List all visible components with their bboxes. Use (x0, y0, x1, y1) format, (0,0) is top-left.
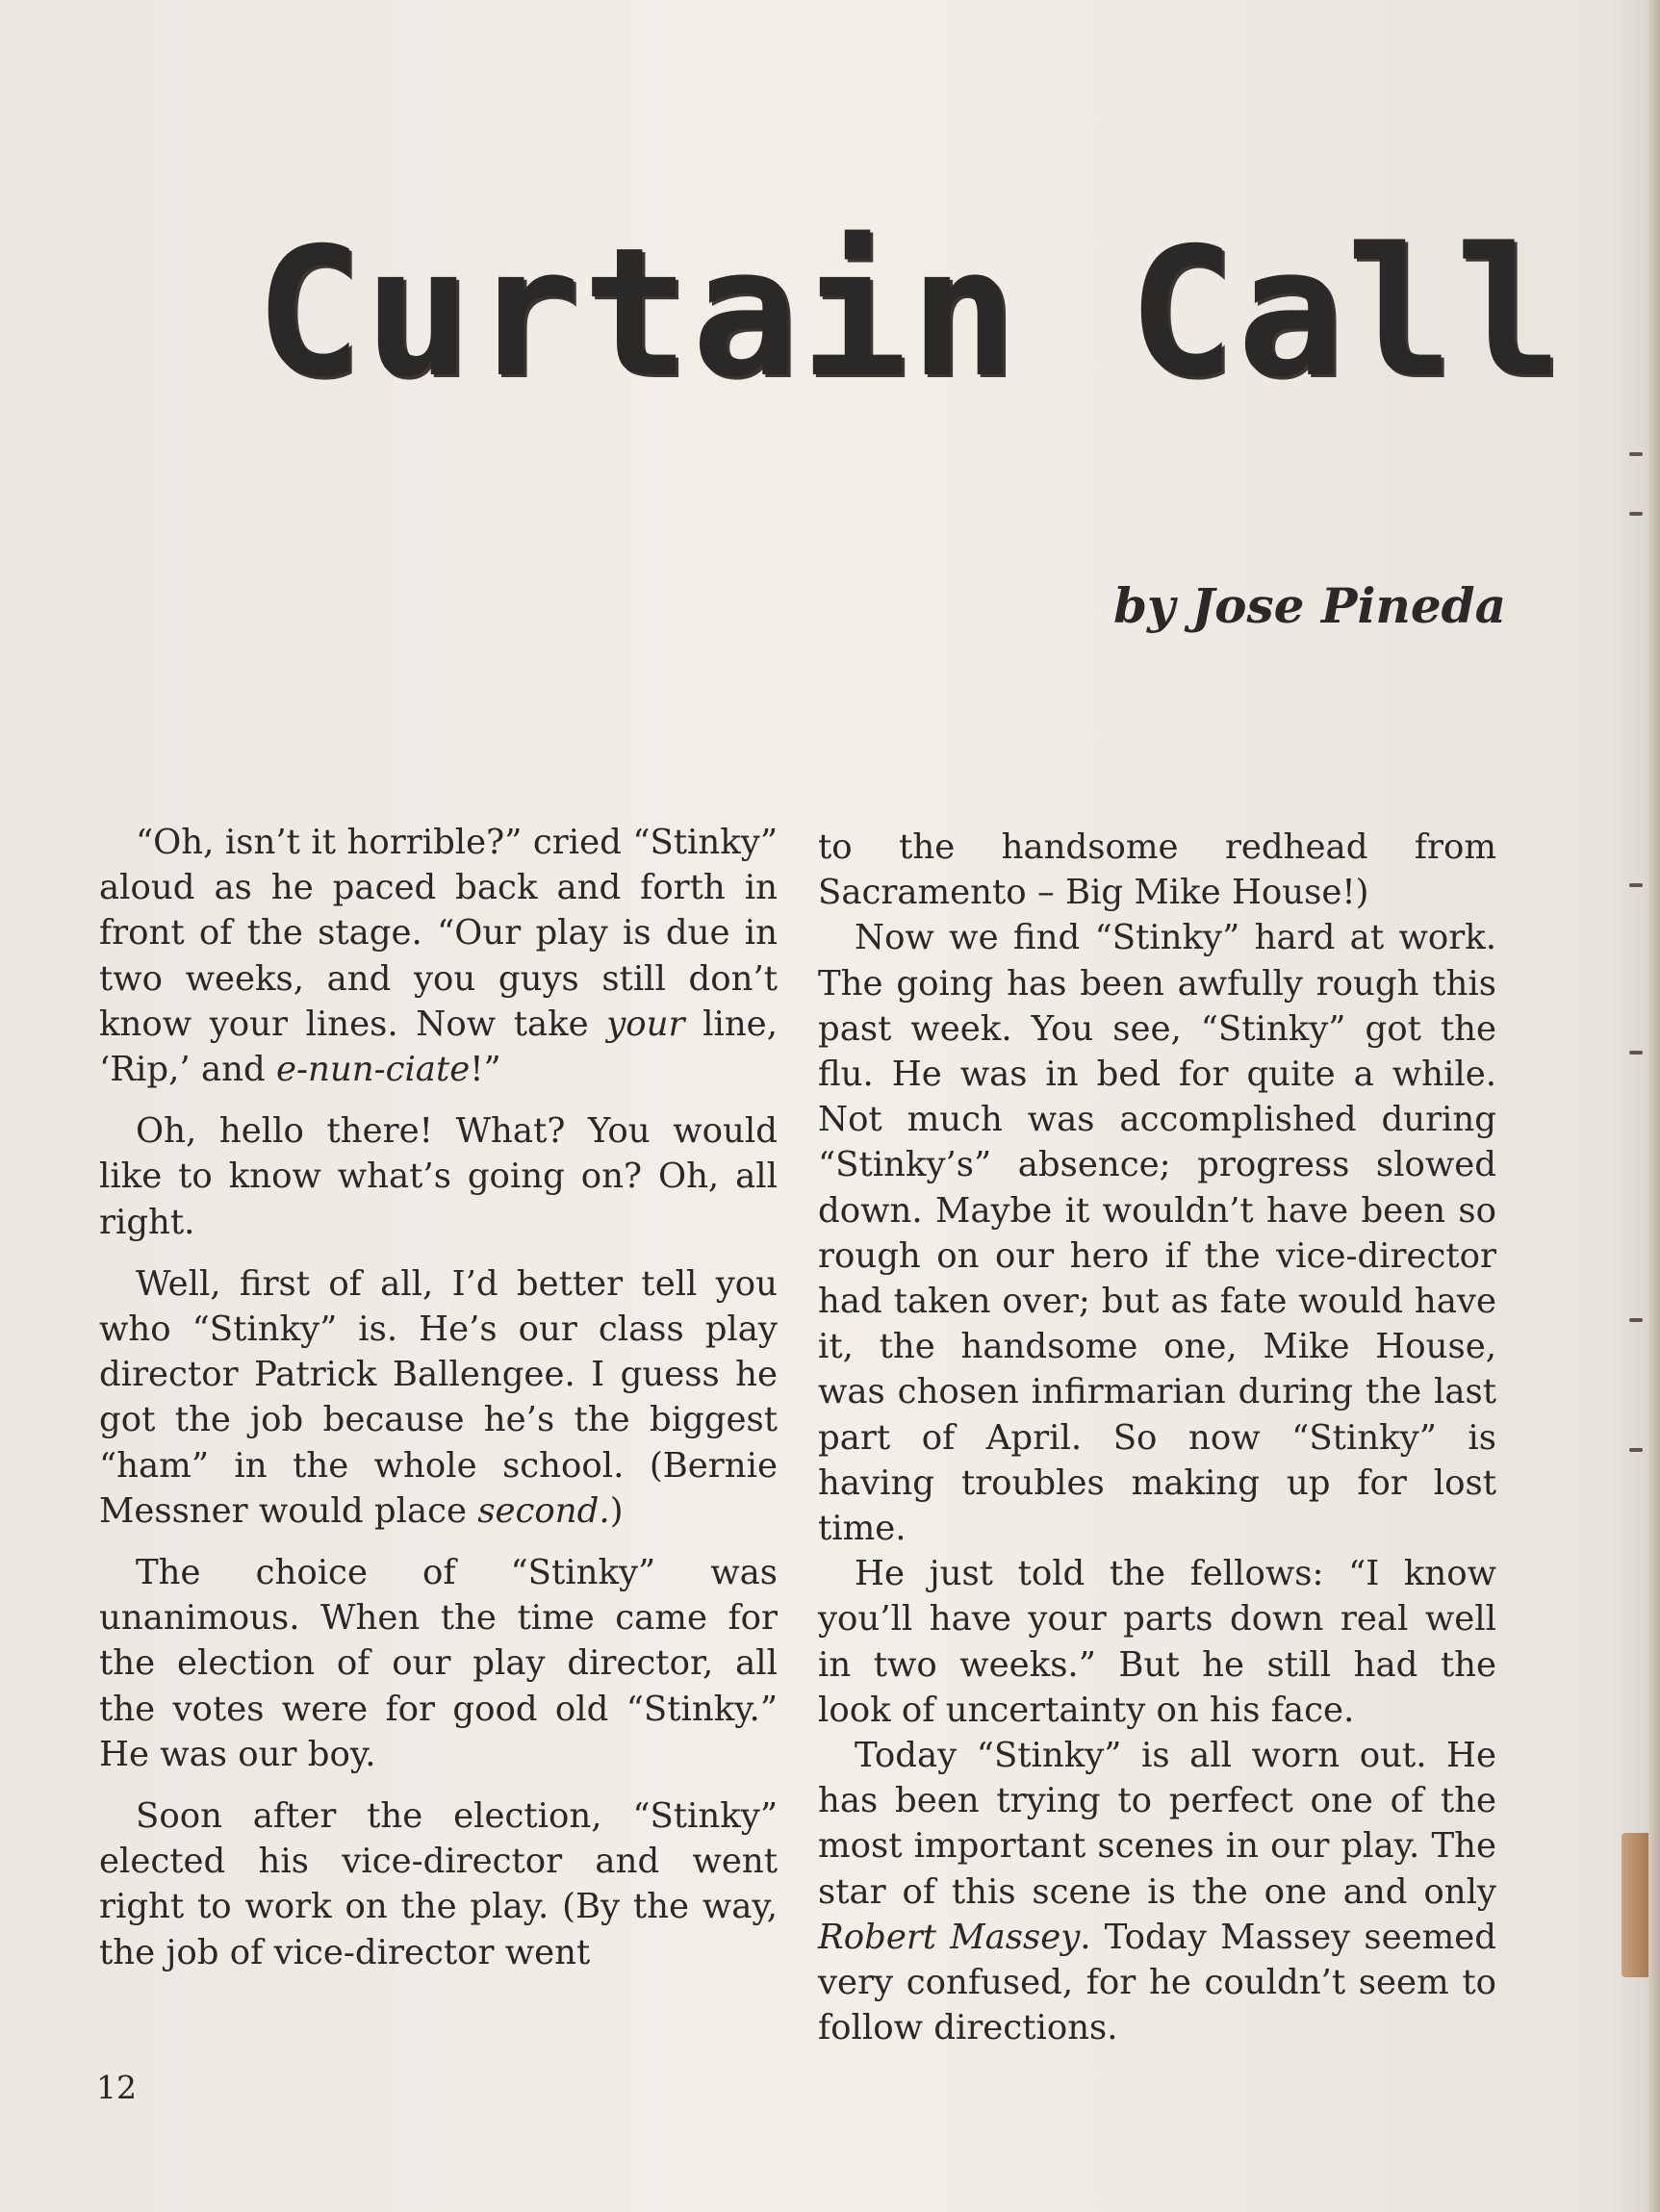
page-number: 12 (96, 2069, 137, 2106)
article-title: Curtain Call (255, 209, 1565, 417)
italic-text: your (606, 1004, 685, 1044)
text-run: The choice of “Stinky” was unanimous. When the time came for the election of our play director, all the votes were for good old “Stinky.” He was our boy. (99, 1553, 778, 1774)
edge-mark (1629, 452, 1643, 456)
paragraph (818, 825, 1496, 915)
paragraph (99, 1793, 778, 1975)
binding-edge (1648, 0, 1660, 2212)
paragraph (99, 1108, 778, 1245)
text-run: Soon after the election, “Stinky” elected his vice-director and went right to work on the play. (By the way, the job of vice-director went (99, 1796, 778, 1972)
italic-text: Robert Massey (818, 1917, 1081, 1957)
edge-mark (1629, 1448, 1643, 1452)
page-tab-stain (1622, 1833, 1648, 1977)
italic-text: e-nun-ciate (275, 1050, 471, 1090)
text-run: He just told the fellows: “I know you’ll have your parts down real well in two weeks.” But he still had the look of uncertainty on his face. (818, 1554, 1496, 1730)
text-run: to the handsome redhead from Sacramento – Big Mike House!) (818, 827, 1496, 913)
paragraph (99, 820, 778, 1092)
text-run: “Oh, isn’t it horrible?” cried “Stinky” aloud as he paced back and forth in front of the stage. “Our play is due in two weeks, and you guys still don’t know your lines. Now take (99, 823, 778, 1044)
article-byline: by Jose Pineda (1113, 577, 1506, 634)
text-run: Well, first of all, I’d better tell you who “Stinky” is. He’s our class play director Patrick Ballengee. I guess he got the job because he’s the biggest “ham” in the whole school. (Bernie Messner would place (99, 1263, 778, 1531)
text-run: !” (470, 1050, 501, 1090)
text-run: ) (609, 1490, 624, 1531)
italic-text: second. (477, 1490, 610, 1531)
edge-mark (1629, 883, 1643, 887)
edge-mark (1629, 1051, 1643, 1055)
left-column (99, 820, 778, 1992)
text-run: Oh, hello there! What? You would like to know what’s going on? Oh, all right. (99, 1111, 778, 1242)
text-run: line, ‘Rip,’ and (99, 1004, 778, 1090)
edge-mark (1629, 512, 1643, 516)
paragraph (818, 1551, 1496, 1733)
paragraph (818, 915, 1496, 1551)
text-run: Today “Stinky” is all worn out. He has been trying to perfect one of the most important scenes in our play. The star of this scene is the one and only (818, 1736, 1496, 1912)
paragraph (99, 1550, 778, 1777)
edge-mark (1629, 1318, 1643, 1322)
paragraph (818, 1733, 1496, 2050)
paragraph (99, 1261, 778, 1534)
right-column (818, 825, 1496, 2050)
text-run: Now we find “Stinky” hard at work. The going has been awfully rough this past week. You see, “Stinky” got the flu. He was in bed for quite a while. Not much was accomplished during “Stinky’s” absence; progress slowed down. Maybe it wouldn’t have been so rough on our hero if the vice-director had taken over; but as fate would have it, the handsome one, Mike House, was chosen infirmarian during the last part of April. So now “Stinky” is having troubles making up for lost time. (818, 918, 1496, 1549)
text-run: . Today Massey seemed very confused, for he couldn’t seem to follow directions. (818, 1917, 1497, 2048)
